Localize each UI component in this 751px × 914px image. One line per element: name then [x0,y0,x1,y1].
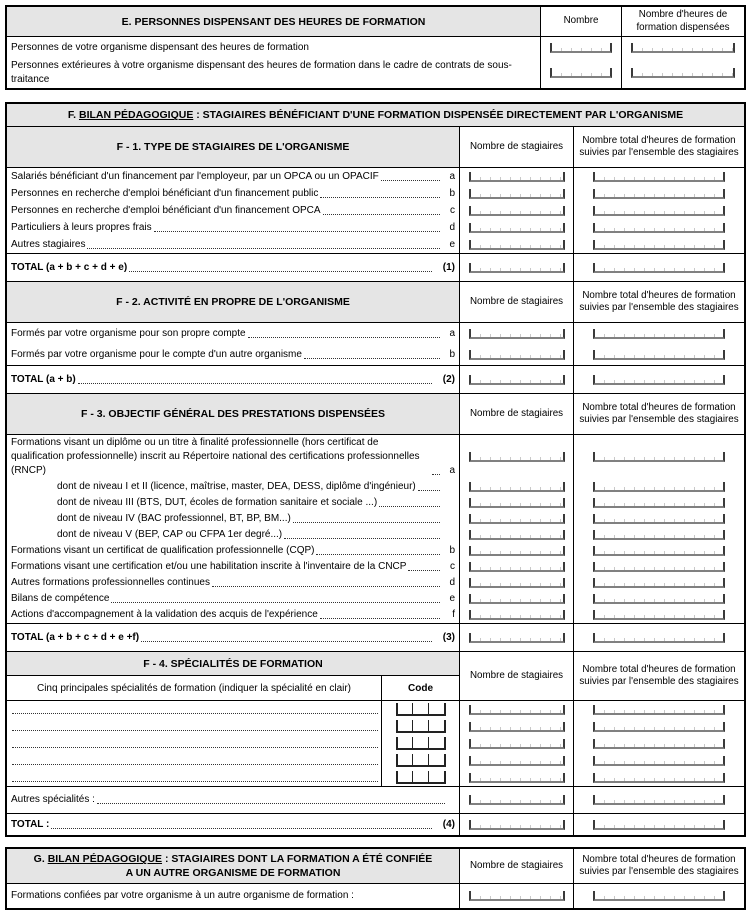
row-label: Autres formations professionnelles continues [11,577,210,589]
table-row [7,58,744,88]
dotted-leader [248,337,440,338]
heures-field[interactable] [593,722,725,732]
dotted-leader [129,271,432,272]
row-label: Bilans de compétence [11,593,110,605]
dotted-leader [381,180,440,181]
col-header-stagiaires: Nombre de stagiaires [469,670,564,682]
row-letter: e [449,593,455,605]
table-row [7,479,744,495]
dotted-leader [304,358,440,359]
section-f-table [5,102,746,837]
table-row [7,323,744,344]
specialty-row [7,769,744,786]
table-row [7,202,744,219]
row-label: Salariés bénéficiant d'un financement par l'employeur, par un OPCA ou un OPACIF [11,170,379,182]
row-label: Personnes extérieures à votre organisme dispensant des heures de formation dans le cadre de contrats de sous-traitance [11,60,512,86]
stagiaires-field[interactable] [469,739,565,749]
col-header-stagiaires: Nombre de stagiaires [469,860,564,872]
dotted-leader [316,554,440,555]
stagiaires-field[interactable] [469,350,565,360]
row-letter: b [449,545,455,557]
f3-header [7,393,744,435]
col-header-heures-suivies: Nombre total d'heures de formation suivies par l'ensemble des stagiaires [579,134,739,159]
heures-field[interactable] [593,206,725,216]
row-label: Formations visant un diplôme ou un titre à finalité professionnelle (hors certificat de qualification professionnelle) inscrit au Répertoire national des certifications professionnelles (RNCP) [11,437,420,477]
col-header-heures-dispensees: Nombre d'heures de formation dispensées [636,9,730,33]
section-f-title-suffix: : STAGIAIRES BÉNÉFICIANT D'UNE FORMATION DISPENSÉE DIRECTEMENT PAR L'ORGANISME [193,109,684,122]
stagiaires-field[interactable] [469,891,565,901]
stagiaires-total-field[interactable] [469,375,565,385]
dotted-leader [320,618,440,619]
stagiaires-total-field[interactable] [469,633,565,643]
row-label: dont de niveau IV (BAC professionnel, BT, BP, BM...) [57,513,291,525]
autres-specialites-row [7,786,744,813]
section-g-title-suffix: : STAGIAIRES DONT LA FORMATION A ÉTÉ CONFIÉE [162,853,433,866]
heures-field[interactable] [593,189,725,199]
heures-field[interactable] [631,43,735,53]
specialty-writein-line[interactable] [12,771,378,782]
dotted-leader [154,231,440,232]
row-letter: a [449,465,455,477]
dotted-leader [379,506,440,507]
section-g-title-underlined: BILAN PÉDAGOGIQUE [47,853,163,866]
table-row [7,884,744,908]
total-label: TOTAL (a + b + c + d + e) [11,261,128,273]
stagiaires-field[interactable] [469,756,565,766]
stagiaires-field[interactable] [469,610,565,620]
heures-total-field[interactable] [593,263,725,273]
heures-field[interactable] [593,594,725,604]
total-ref: (4) [442,818,455,830]
row-label: Personnes de votre organisme dispensant des heures de formation [11,41,309,53]
form-page [5,0,746,910]
heures-field[interactable] [593,773,725,783]
stagiaires-field[interactable] [469,546,565,556]
code-input-boxes[interactable] [396,754,446,767]
f1-header [7,127,744,168]
row-letter: c [450,561,455,573]
f4-title: F - 4. SPÉCIALITÉS DE FORMATION [7,652,459,676]
dotted-leader [418,490,440,491]
specialty-row [7,752,744,769]
row-label: Actions d'accompagnement à la validation des acquis de l'expérience [11,609,318,621]
table-row [7,495,744,511]
dotted-leader [87,248,440,249]
row-label: dont de niveau I et II (licence, maîtrise, master, DEA, DESS, diplôme d'ingénieur) [57,481,416,493]
table-row [7,236,744,253]
row-label: Autres spécialités : [11,794,95,806]
row-letter: d [449,577,455,589]
heures-field[interactable] [593,172,725,182]
f1-total-row [7,253,744,281]
row-letter: f [452,609,455,621]
f4-total-row [7,813,744,835]
row-label: Autres stagiaires [11,238,86,250]
code-input-boxes[interactable] [396,771,446,784]
stagiaires-field[interactable] [469,514,565,524]
section-f-title [7,104,744,127]
stagiaires-total-field[interactable] [469,263,565,273]
section-g-title-line2: A UN AUTRE ORGANISME DE FORMATION [125,867,341,880]
f2-header [7,281,744,323]
col-header-heures-suivies: Nombre total d'heures de formation suivies par l'ensemble des stagiaires [579,289,739,314]
col-header-heures-suivies: Nombre total d'heures de formation suivies par l'ensemble des stagiaires [579,853,739,878]
dotted-leader [432,474,440,475]
col-header-stagiaires: Nombre de stagiaires [469,296,564,308]
heures-field[interactable] [631,68,735,78]
f4-col-code: Code [381,676,459,700]
row-label: dont de niveau III (BTS, DUT, écoles de formation sanitaire et sociale ...) [57,497,378,509]
heures-total-field[interactable] [593,375,725,385]
dotted-leader [323,214,440,215]
stagiaires-total-field[interactable] [469,820,565,830]
stagiaires-field[interactable] [469,594,565,604]
table-row [7,591,744,607]
row-label: Particuliers à leurs propres frais [11,221,152,233]
col-header-heures-suivies: Nombre total d'heures de formation suivies par l'ensemble des stagiaires [579,401,739,426]
code-input-boxes[interactable] [396,703,446,716]
section-e-table [5,5,746,90]
heures-field[interactable] [593,452,725,462]
table-row [7,435,744,479]
stagiaires-field[interactable] [469,562,565,572]
heures-field[interactable] [593,562,725,572]
code-input-boxes[interactable] [396,720,446,733]
col-header-stagiaires: Nombre de stagiaires [469,408,564,420]
heures-field[interactable] [593,705,725,715]
heures-field[interactable] [593,739,725,749]
total-ref: (1) [442,261,455,273]
row-letter: a [449,170,455,182]
heures-field[interactable] [593,530,725,540]
table-row [7,575,744,591]
table-row [7,37,744,58]
f1-title: F - 1. TYPE DE STAGIAIRES DE L'ORGANISME [7,127,459,167]
row-label: Personnes en recherche d'emploi bénéficiant d'un financement public [11,187,319,199]
total-ref: (3) [442,631,455,643]
table-row [7,543,744,559]
heures-field[interactable] [593,498,725,508]
heures-field[interactable] [593,223,725,233]
table-row [7,511,744,527]
specialty-row [7,735,744,752]
stagiaires-field[interactable] [469,578,565,588]
f2-total-row [7,365,744,393]
stagiaires-field[interactable] [469,172,565,182]
stagiaires-field[interactable] [469,795,565,805]
stagiaires-field[interactable] [469,189,565,199]
dotted-leader [293,522,440,523]
row-letter: c [450,204,455,216]
section-f-title-underlined: BILAN PÉDAGOGIQUE [78,109,194,122]
row-label: Formés par votre organisme pour son propre compte [11,327,246,339]
dotted-leader [212,586,440,587]
dotted-leader [284,538,440,539]
heures-field[interactable] [593,514,725,524]
stagiaires-field[interactable] [469,452,565,462]
heures-field[interactable] [593,610,725,620]
heures-field[interactable] [593,546,725,556]
stagiaires-field[interactable] [469,206,565,216]
specialty-writein-line[interactable] [12,737,378,748]
table-row [7,344,744,365]
stagiaires-field[interactable] [469,773,565,783]
section-f-title-prefix: F. [67,109,79,122]
code-input-boxes[interactable] [396,737,446,750]
section-g-table [5,847,746,910]
table-row [7,219,744,236]
heures-field[interactable] [593,350,725,360]
stagiaires-field[interactable] [469,722,565,732]
dotted-leader [408,570,440,571]
stagiaires-field[interactable] [469,530,565,540]
table-row [7,527,744,543]
row-letter: b [449,187,455,199]
col-header-heures-suivies: Nombre total d'heures de formation suivies par l'ensemble des stagiaires [579,663,739,688]
row-letter: e [449,238,455,250]
table-row [7,185,744,202]
nombre-field[interactable] [550,43,612,53]
section-g-title-prefix: G. [33,853,48,866]
heures-field[interactable] [593,240,725,250]
total-ref: (2) [442,373,455,385]
col-header-nombre: Nombre [563,15,599,27]
specialty-row [7,718,744,735]
row-label: dont de niveau V (BEP, CAP ou CFPA 1er degré...) [57,529,283,541]
dotted-leader [141,641,432,642]
specialty-row [7,701,744,718]
row-label: Formations visant un certificat de qualification professionnelle (CQP) [11,545,315,557]
row-label: Formations visant une certification et/ou une habilitation inscrite à l'inventaire de la CNCP [11,561,407,573]
heures-field[interactable] [593,482,725,492]
table-row [7,607,744,623]
specialty-writein-line[interactable] [12,754,378,765]
row-letter: d [449,221,455,233]
row-label: Personnes en recherche d'emploi bénéficiant d'un financement OPCA [11,204,321,216]
dotted-leader [320,197,440,198]
col-header-stagiaires: Nombre de stagiaires [469,141,564,153]
heures-field[interactable] [593,329,725,339]
f3-total-row [7,623,744,651]
stagiaires-field[interactable] [469,482,565,492]
specialty-writein-line[interactable] [12,703,378,714]
row-label: Formés par votre organisme pour le compte d'un autre organisme [11,348,302,360]
heures-field[interactable] [593,795,725,805]
section-e-title: E. PERSONNES DISPENSANT DES HEURES DE FORMATION [7,7,540,36]
dotted-leader [51,828,432,829]
f4-col-specialites: Cinq principales spécialités de formation (indiquer la spécialité en clair) [36,682,352,694]
stagiaires-field[interactable] [469,498,565,508]
row-label: Formations confiées par votre organisme à un autre organisme de formation : [11,890,354,902]
heures-total-field[interactable] [593,820,725,830]
dotted-leader [111,602,440,603]
section-e-header [7,7,744,37]
total-label: TOTAL (a + b) [11,373,76,385]
total-label: TOTAL (a + b + c + d + e +f) [11,631,140,643]
total-label: TOTAL : [11,818,50,830]
dotted-leader[interactable] [97,803,445,804]
stagiaires-field[interactable] [469,705,565,715]
nombre-field[interactable] [550,68,612,78]
f2-title: F - 2. ACTIVITÉ EN PROPRE DE L'ORGANISME [7,282,459,322]
f3-title: F - 3. OBJECTIF GÉNÉRAL DES PRESTATIONS DISPENSÉES [7,394,459,434]
table-row [7,559,744,575]
section-g-title [7,849,459,883]
stagiaires-field[interactable] [469,329,565,339]
f4-header [7,651,744,701]
table-row [7,168,744,185]
section-g-header [7,849,744,884]
heures-total-field[interactable] [593,633,725,643]
specialty-writein-line[interactable] [12,720,378,731]
heures-field[interactable] [593,891,725,901]
heures-field[interactable] [593,578,725,588]
stagiaires-field[interactable] [469,240,565,250]
row-letter: b [449,348,455,360]
heures-field[interactable] [593,756,725,766]
stagiaires-field[interactable] [469,223,565,233]
row-letter: a [449,327,455,339]
dotted-leader [78,383,432,384]
